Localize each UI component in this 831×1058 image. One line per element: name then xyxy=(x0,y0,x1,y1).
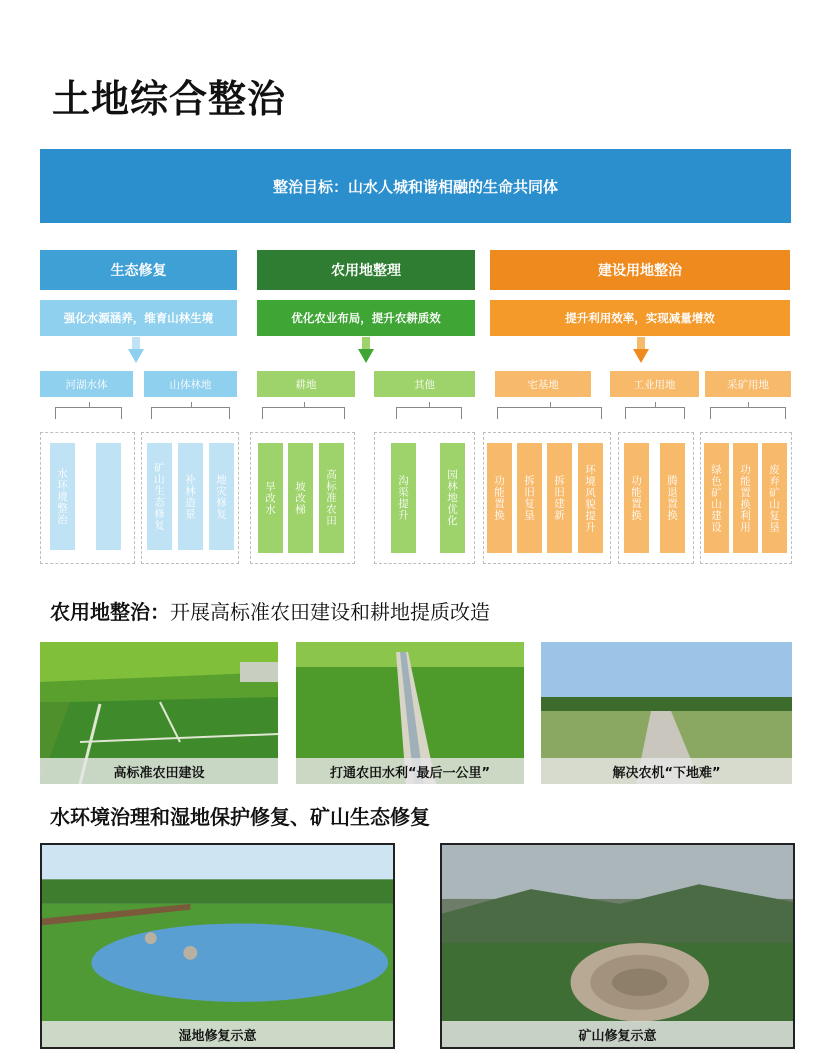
measure-tile: 旱改水 xyxy=(258,443,283,553)
photo-caption: 高标准农田建设 xyxy=(40,758,278,784)
group-head-cropland: 耕地 xyxy=(257,371,355,397)
down-arrow-icon xyxy=(128,337,144,363)
category-header-construction: 建设用地整治 xyxy=(490,250,790,290)
measure-tile: 功能置换 xyxy=(487,443,512,553)
bracket xyxy=(497,407,602,419)
group-head-rivers: 河湖水体 xyxy=(40,371,133,397)
category-subtitle-eco: 强化水源涵养，维育山林生境 xyxy=(40,300,237,336)
photo-caption: 矿山修复示意 xyxy=(442,1021,793,1047)
farmland-heading-bold: 农用地整治： xyxy=(50,600,170,624)
farmland-heading-rest: 开展高标准农田建设和耕地提质改造 xyxy=(170,600,490,624)
goal-banner: 整治目标：山水人城和谐相融的生命共同体 xyxy=(40,149,791,223)
measure-tile: 地灾修复 xyxy=(209,443,234,550)
eco-section-heading: 水环境治理和湿地保护修复、矿山生态修复 xyxy=(50,805,430,829)
bracket xyxy=(55,407,122,419)
measure-tile: 高标准农田 xyxy=(319,443,344,553)
photo-wetland xyxy=(40,843,395,1049)
group-head-mountains: 山体林地 xyxy=(144,371,237,397)
photo-farm-road xyxy=(541,642,792,784)
category-header-farmland: 农用地整理 xyxy=(257,250,475,290)
measure-tile: 园林地优化 xyxy=(440,443,465,553)
measure-tile: 废弃矿山复垦 xyxy=(762,443,787,553)
measure-tile: 坡改梯 xyxy=(288,443,313,553)
category-subtitle-construction: 提升利用效率，实现减量增效 xyxy=(490,300,790,336)
bracket xyxy=(151,407,230,419)
bracket xyxy=(625,407,685,419)
measure-tile: 功能置换利用 xyxy=(733,443,758,553)
farmland-section-heading xyxy=(50,596,490,625)
measure-tile: 拆旧建新 xyxy=(547,443,572,553)
group-head-homestead: 宅基地 xyxy=(495,371,591,397)
group-head-mining: 采矿用地 xyxy=(705,371,791,397)
measure-tile: 水环境整治 xyxy=(50,443,75,550)
measure-tile: 功能置换 xyxy=(624,443,649,553)
bracket xyxy=(262,407,345,419)
photo-caption: 湿地修复示意 xyxy=(42,1021,393,1047)
photo-mine-restoration xyxy=(440,843,795,1049)
group-head-industrial: 工业用地 xyxy=(610,371,699,397)
photo-high-standard-farmland xyxy=(40,642,278,784)
photo-irrigation-canal xyxy=(296,642,524,784)
photo-caption: 解决农机“下地难” xyxy=(541,758,792,784)
category-subtitle-farmland: 优化农业布局，提升农耕质效 xyxy=(257,300,475,336)
down-arrow-icon xyxy=(633,337,649,363)
bracket xyxy=(396,407,462,419)
page-title: 土地综合整治 xyxy=(52,77,287,121)
measure-tile: 沟渠提升 xyxy=(391,443,416,553)
down-arrow-icon xyxy=(358,337,374,363)
group-head-other: 其他 xyxy=(374,371,475,397)
measure-tile: 拆旧复垦 xyxy=(517,443,542,553)
measure-tile: 环境风貌提升 xyxy=(578,443,603,553)
category-header-eco: 生态修复 xyxy=(40,250,237,290)
measure-tile xyxy=(96,443,121,550)
measure-tile: 腾退置换 xyxy=(660,443,685,553)
photo-caption: 打通农田水利“最后一公里” xyxy=(296,758,524,784)
measure-tile: 绿色矿山建设 xyxy=(704,443,729,553)
bracket xyxy=(710,407,786,419)
measure-tile: 补林造景 xyxy=(178,443,203,550)
measure-tile: 矿山生态修复 xyxy=(147,443,172,550)
